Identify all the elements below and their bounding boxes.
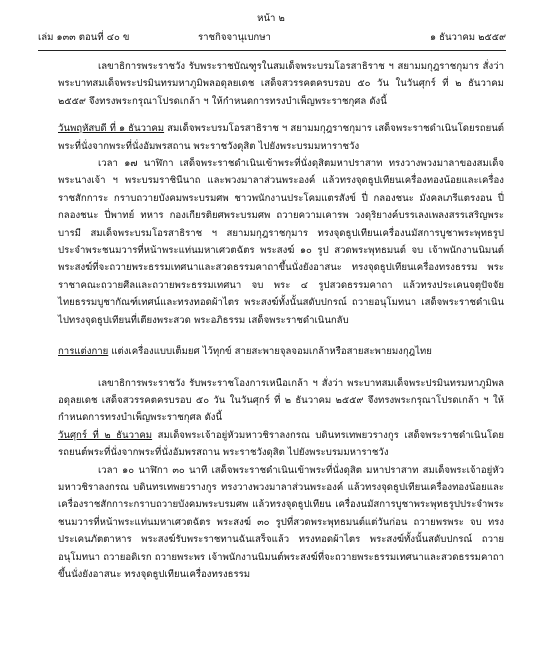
paragraph-dress-code (58, 343, 504, 360)
paragraph-friday-body: เวลา ๑๐ นาฬิกา ๓๐ นาที เสด็จพระราชดำเนินเข้าพระที่นั่งดุสิต มหาปราสาท สมเด็จพระเจ้าอยู่หัวมหาวชิราลงกรณ บดินทรเทพยวรางกูร ทรงวางพวงมาลาส่วนพระองค์ แล้วทรงจุดธูปเทียนเครื่องทองน้อยและเครื่องราชสักการะกราบถวายบังคมพระบรมศพ แล้วทรงจุดธูปเทียน เครื่องนมัสการบูชาพระพุทธรูปประจำพระชนมวารที่หน้าพระแท่นมหาเศวตฉัตร พระสงฆ์ ๓๐ รูปที่สวดพระพุทธมนต์แต่วันก่อน ถวายพรพระ จบ ทรงประเคนภัตตาหาร พระสงฆ์รับพระราชทานฉันเสร็จแล้ว ทรงทอดผ้าไตร พระสงฆ์ทั้งนั้นสดับปกรณ์ ถวายอนุโมทนา ถวายอดิเรก ถวายพระพร เจ้าพนักงานนิมนต์พระสงฆ์ที่จะถวายพระธรรมเทศนาและสวดธรรมคาถาขึ้นนั่งยังอาสนะ ทรงจุดธูปเทียนเครื่องทรงธรรม (58, 464, 504, 580)
date-label-friday: วันศุกร์ ที่ ๒ ธันวาคม (58, 429, 153, 441)
paragraph-intro-1: เลขาธิการพระราชวัง รับพระราชบัณฑูรในสมเด็จพระบรมโอรสาธิราช ฯ สยามมกุฎราชกุมาร สั่งว่า พระบาทสมเด็จพระปรมินทรมหาภูมิพลอดุลยเดช เสด็จสวรรคตครบรอบ ๕๐ วัน ในวันศุกร์ ที่ ๒ ธันวาคม ๒๕๕๙ จึงทรงพระกรุณาโปรดเกล้า ฯ ให้กำหนดการทรงบำเพ็ญพระราชกุศล ดังนี้ (58, 61, 504, 107)
gazette-title: ราชกิจจานุเบกษา (198, 32, 271, 43)
date-label-thursday: วันพฤหัสบดี ที่ ๑ ธันวาคม (58, 123, 165, 135)
dress-code-text: แต่งเครื่องแบบเต็มยศ ไว้ทุกข์ สายสะพายจุลจอมเกล้าหรือสายสะพายมงกุฎไทย (111, 346, 432, 358)
document-body (58, 58, 504, 583)
issue-date: ๑ ธันวาคม ๒๕๕๙ (430, 32, 506, 43)
friday-lead-text: สมเด็จพระเจ้าอยู่หัวมหาวชิราลงกรณ บดินทรเทพยวรางกูร เสด็จพระราชดำเนินโดยรถยนต์พระที่นั่งจากพระที่นั่งอัมพรสถาน พระราชวังดุสิต ไปยังพระบรมมหาราชวัง (58, 429, 504, 459)
volume-issue: เล่ม ๑๓๓ ตอนที่ ๔๐ ข (38, 32, 130, 43)
paragraph-thursday-lead (58, 120, 504, 155)
page-number: หน้า ๒ (257, 13, 285, 24)
running-header (38, 29, 506, 47)
paragraph-thursday-body: เวลา ๑๗ นาฬิกา เสด็จพระราชดำเนินเข้าพระที่นั่งดุสิตมหาปราสาท ทรงวางพวงมาลาของสมเด็จพระนางเจ้า ฯ พระบรมราชินีนาถ และพวงมาลาส่วนพระองค์ แล้วทรงจุดธูปเทียนเครื่องทองน้อยและเครื่องราชสักการะ กราบถวายบังคมพระบรมศพ ชาวพนักงานประโคมแตรสังข์ ปี่ กลองชนะ มังคลเภรีแตรงอน ปี่ กลองชนะ ปี่พาทย์ ทหาร กองเกียรติยศพระบรมศพ ถวายความเคารพ วงดุริยางค์บรรเลงเพลงสรรเสริญพระบารมี สมเด็จพระบรมโอรสาธิราช ฯ สยามมกุฎราชกุมาร ทรงจุดธูปเทียนเครื่องนมัสการบูชาพระพุทธรูปประจำพระชนมวารที่หน้าพระแท่นมหาเศวตฉัตร พระสงฆ์ ๑๐ รูป สวดพระพุทธมนต์ จบ เจ้าพนักงานนิมนต์พระสงฆ์ที่จะถวายพระธรรมเทศนาและสวดธรรมคาถาขึ้นนั่งยังอาสนะ ทรงจุดธูปเทียนเครื่องทรงธรรม พระราชาคณะถวายศีลและถวายพระธรรมเทศนา จบ พระ ๔ รูปสวดธรรมคาถา แล้วทรงประเคนจตุปัจจัยไทยธรรมบูชากัณฑ์เทศน์และทรงทอดผ้าไตร พระสงฆ์ทั้งนั้นสดับปกรณ์ ถวายอนุโมทนา เสด็จพระราชดำเนินไปทรงจุดธูปเทียนที่เตียงพระสวด พระอภิธรรม เสด็จพระราชดำเนินกลับ (58, 158, 504, 326)
header-divider (38, 50, 506, 51)
paragraph-intro-2: เลขาธิการพระราชวัง รับพระราชโองการเหนือเกล้า ฯ สั่งว่า พระบาทสมเด็จพระปรมินทรมหาภูมิพลอดุลยเดช เสด็จสวรรคตครบรอบ ๕๐ วัน ในวันศุกร์ ที่ ๒ ธันวาคม ๒๕๕๙ จึงทรงพระกรุณาโปรดเกล้า ฯ ให้กำหนดการทรงบำเพ็ญพระราชกุศล ดังนี้ (58, 377, 504, 424)
thursday-lead-text: สมเด็จพระบรมโอรสาธิราช ฯ สยามมกุฎราชกุมาร เสด็จพระราชดำเนินโดยรถยนต์พระที่นั่งจากพระที่นั่งอัมพรสถาน พระราชวังดุสิต ไปยังพระบรมมหาราชวัง (58, 123, 504, 152)
dress-code-label: การแต่งกาย (58, 346, 109, 358)
paragraph-friday-lead (58, 427, 504, 462)
